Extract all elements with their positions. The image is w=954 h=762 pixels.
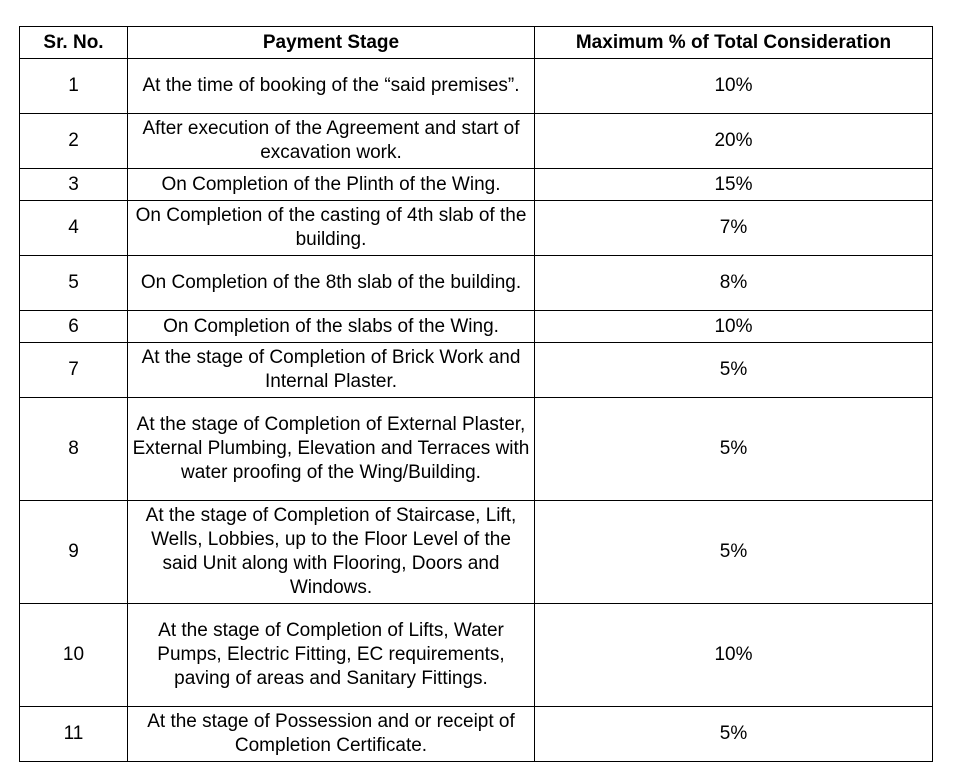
table-row (20, 343, 933, 398)
sr-no-cell: 4 (20, 201, 128, 256)
percent-cell: 5% (535, 707, 933, 762)
header-sr-no: Sr. No. (20, 27, 128, 59)
table-row (20, 201, 933, 256)
payment-stage-cell: On Completion of the slabs of the Wing. (128, 311, 535, 343)
percent-cell: 5% (535, 398, 933, 501)
table-row (20, 501, 933, 604)
sr-no-cell: 6 (20, 311, 128, 343)
table-row (20, 311, 933, 343)
percent-cell: 10% (535, 604, 933, 707)
sr-no-cell: 5 (20, 256, 128, 311)
sr-no-cell: 10 (20, 604, 128, 707)
sr-no-cell: 1 (20, 59, 128, 114)
table-row (20, 707, 933, 762)
payment-stage-cell: On Completion of the 8th slab of the building. (128, 256, 535, 311)
payment-stage-cell: On Completion of the Plinth of the Wing. (128, 169, 535, 201)
sr-no-cell: 3 (20, 169, 128, 201)
percent-cell: 8% (535, 256, 933, 311)
percent-cell: 5% (535, 501, 933, 604)
payment-stage-cell: After execution of the Agreement and start of excavation work. (128, 114, 535, 169)
payment-stage-cell: At the stage of Completion of Brick Work and Internal Plaster. (128, 343, 535, 398)
percent-cell: 15% (535, 169, 933, 201)
payment-stage-cell: At the time of booking of the “said premises”. (128, 59, 535, 114)
table-row (20, 59, 933, 114)
payment-stage-cell: At the stage of Completion of Lifts, Water Pumps, Electric Fitting, EC requirements, paving of areas and Sanitary Fittings. (128, 604, 535, 707)
header-max-percent: Maximum % of Total Consideration (535, 27, 933, 59)
table-row (20, 604, 933, 707)
percent-cell: 5% (535, 343, 933, 398)
sr-no-cell: 7 (20, 343, 128, 398)
percent-cell: 7% (535, 201, 933, 256)
table-row (20, 169, 933, 201)
payment-stage-cell: At the stage of Completion of Staircase, Lift, Wells, Lobbies, up to the Floor Level of the said Unit along with Flooring, Doors and Windows. (128, 501, 535, 604)
sr-no-cell: 11 (20, 707, 128, 762)
table-row (20, 398, 933, 501)
percent-cell: 10% (535, 311, 933, 343)
table-row (20, 256, 933, 311)
table-row (20, 114, 933, 169)
table-header-row (20, 27, 933, 59)
percent-cell: 10% (535, 59, 933, 114)
payment-schedule-table (19, 26, 933, 762)
percent-cell: 20% (535, 114, 933, 169)
payment-stage-cell: At the stage of Possession and or receipt of Completion Certificate. (128, 707, 535, 762)
sr-no-cell: 2 (20, 114, 128, 169)
payment-stage-cell: On Completion of the casting of 4th slab of the building. (128, 201, 535, 256)
sr-no-cell: 9 (20, 501, 128, 604)
payment-stage-cell: At the stage of Completion of External Plaster, External Plumbing, Elevation and Terraces with water proofing of the Wing/Building. (128, 398, 535, 501)
header-payment-stage: Payment Stage (128, 27, 535, 59)
sr-no-cell: 8 (20, 398, 128, 501)
